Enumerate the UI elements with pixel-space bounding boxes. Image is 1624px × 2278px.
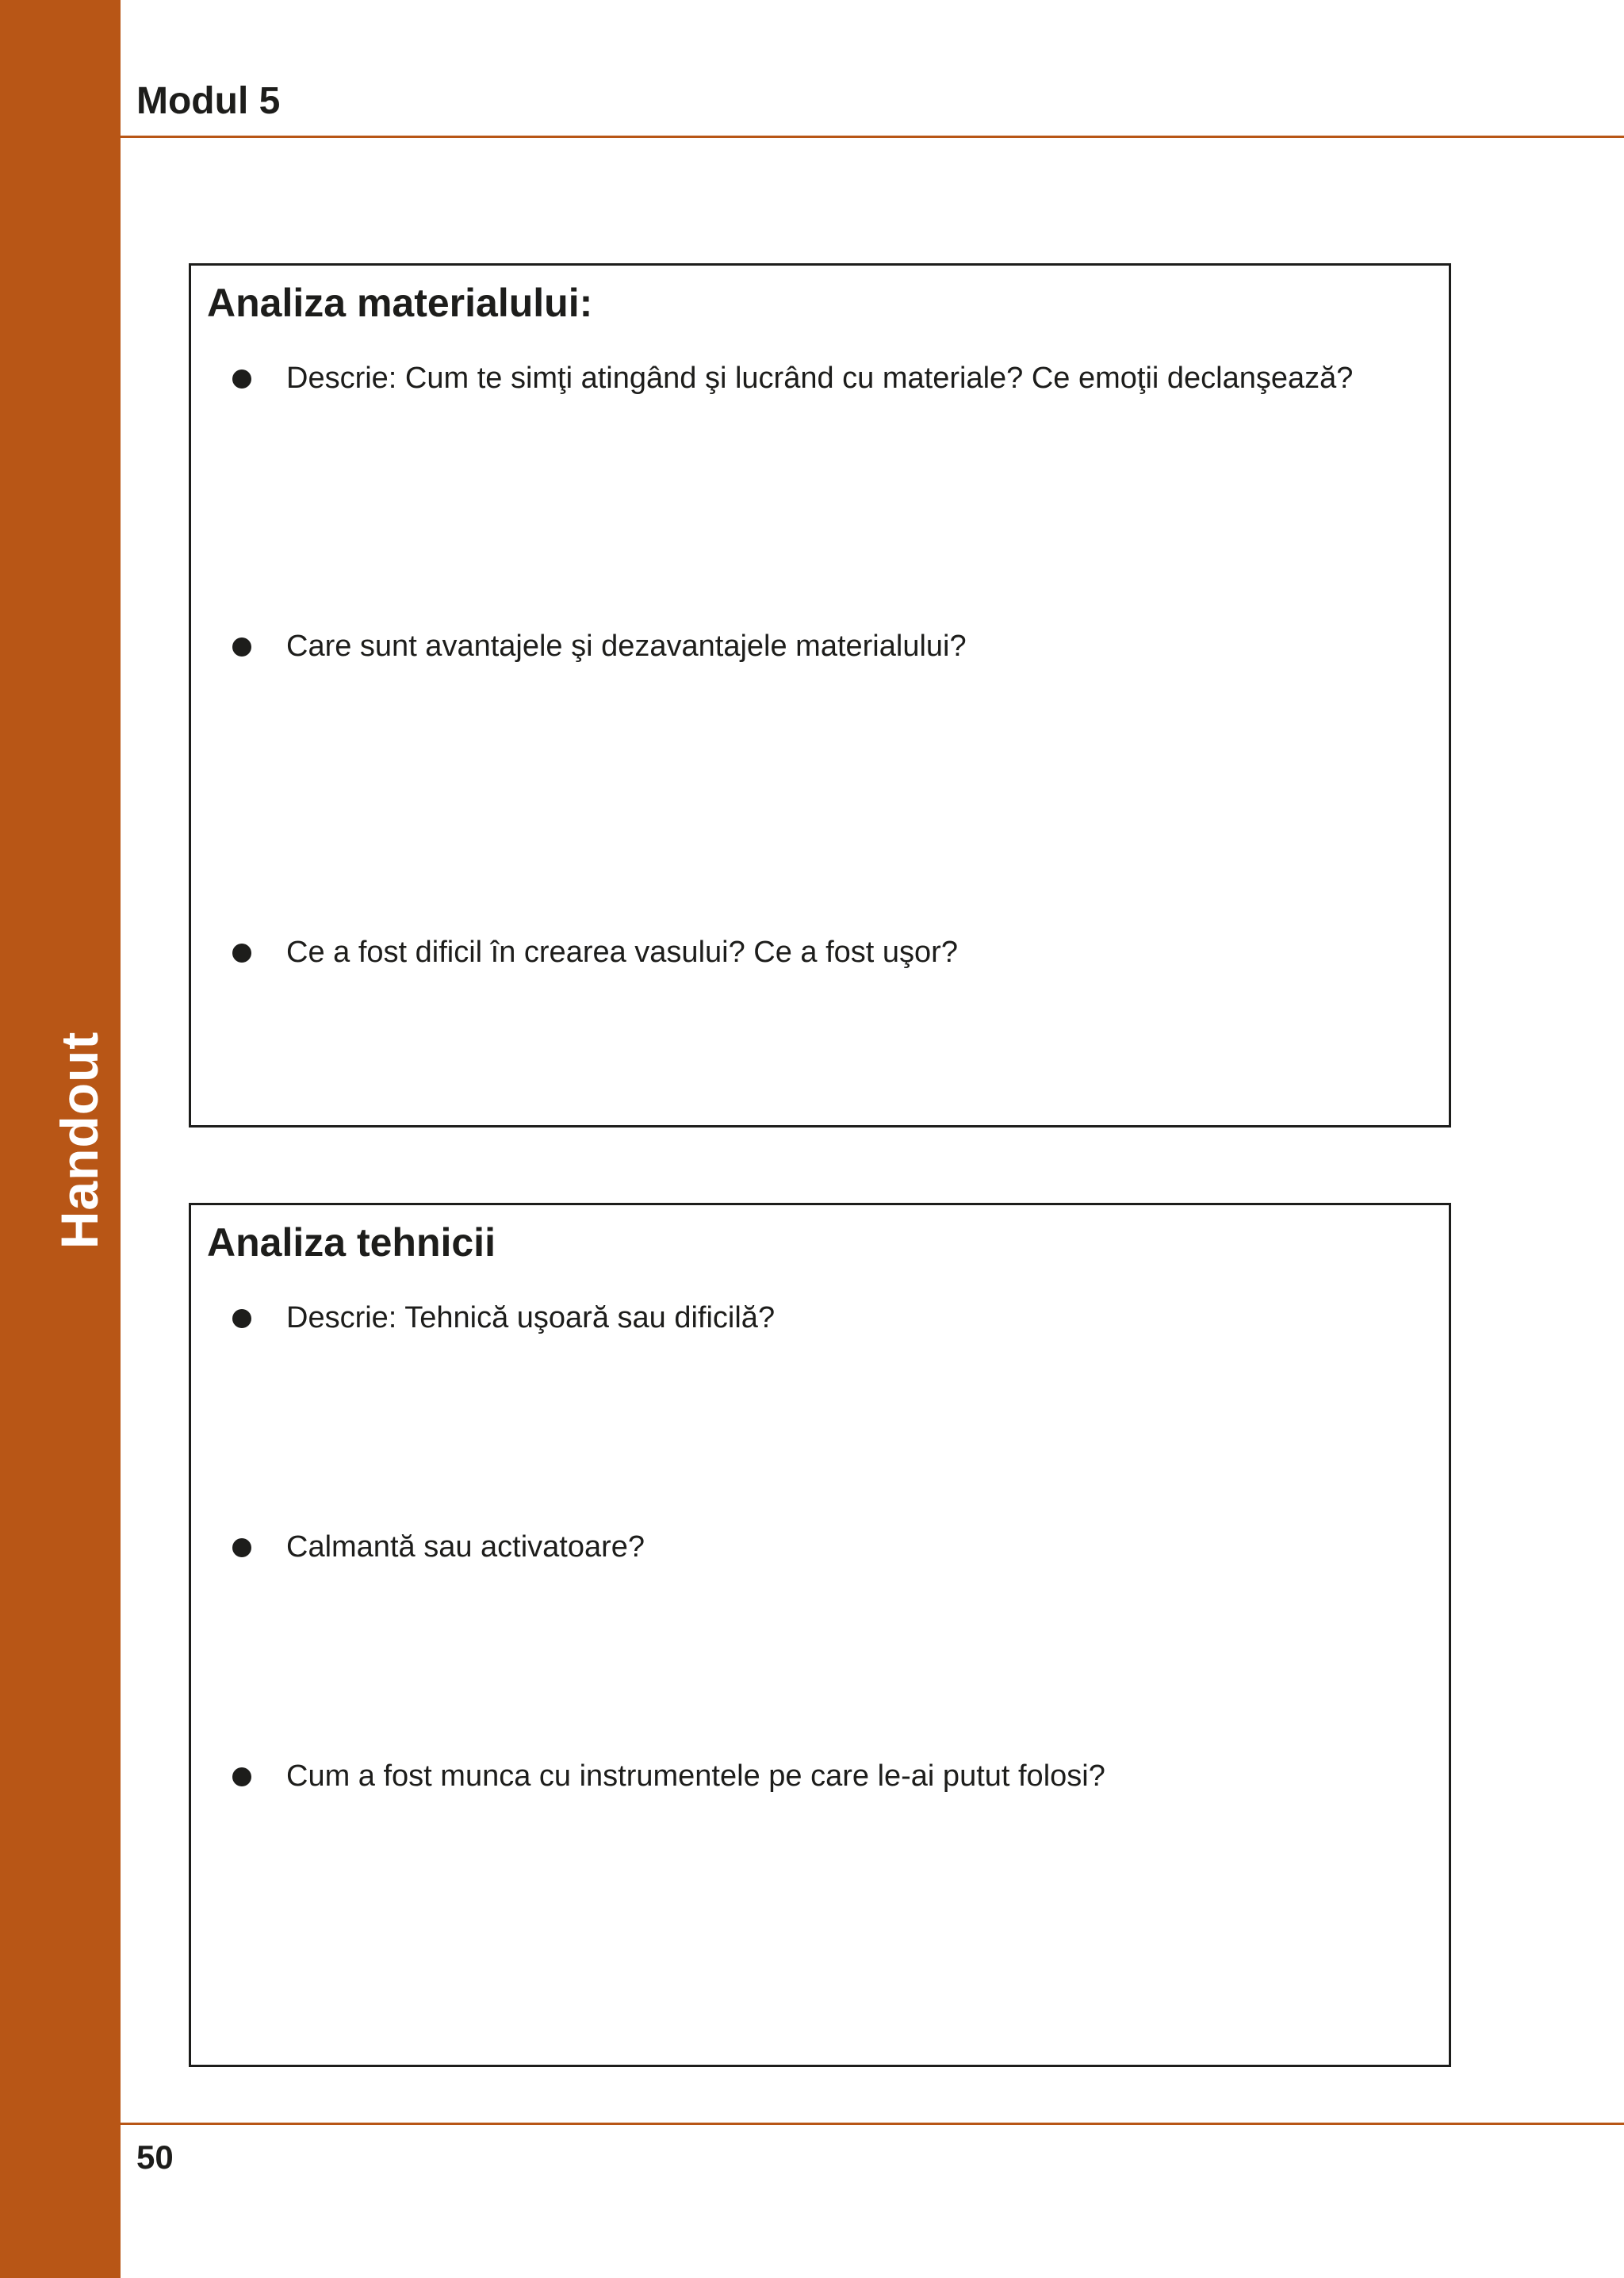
material-analysis-title: Analiza materialului:: [207, 281, 593, 325]
question-text: Descrie: Cum te simţi atingând şi lucrând cu materiale? Ce emoţii declanşează?: [286, 362, 1354, 395]
bullet-icon: [232, 1309, 251, 1328]
page-number: 50: [136, 2138, 174, 2176]
question-item: [232, 629, 967, 665]
handout-sidebar: [0, 0, 121, 2278]
question-item: [232, 1530, 645, 1566]
header-divider: [121, 136, 1624, 138]
material-analysis-box: [189, 263, 1451, 1128]
bullet-icon: [232, 944, 251, 963]
bullet-icon: [232, 637, 251, 657]
question-text: Care sunt avantajele şi dezavantajele materialului?: [286, 630, 967, 663]
question-item: [232, 935, 958, 971]
module-title: Modul 5: [136, 80, 281, 122]
question-item: [232, 1300, 775, 1337]
question-text: Ce a fost dificil în crearea vasului? Ce a fost uşor?: [286, 936, 958, 969]
bullet-icon: [232, 369, 251, 389]
sidebar-label: Handout: [50, 1031, 109, 1250]
technique-analysis-title: Analiza tehnicii: [207, 1220, 496, 1265]
footer-divider: [121, 2123, 1624, 2125]
question-item: [232, 1759, 1105, 1795]
bullet-icon: [232, 1538, 251, 1557]
question-item: [232, 361, 1353, 397]
question-text: Cum a fost munca cu instrumentele pe care le-ai putut folosi?: [286, 1759, 1105, 1793]
technique-analysis-box: [189, 1203, 1451, 2067]
question-text: Calmantă sau activatoare?: [286, 1530, 645, 1564]
question-text: Descrie: Tehnică uşoară sau dificilă?: [286, 1301, 776, 1334]
bullet-icon: [232, 1767, 251, 1786]
